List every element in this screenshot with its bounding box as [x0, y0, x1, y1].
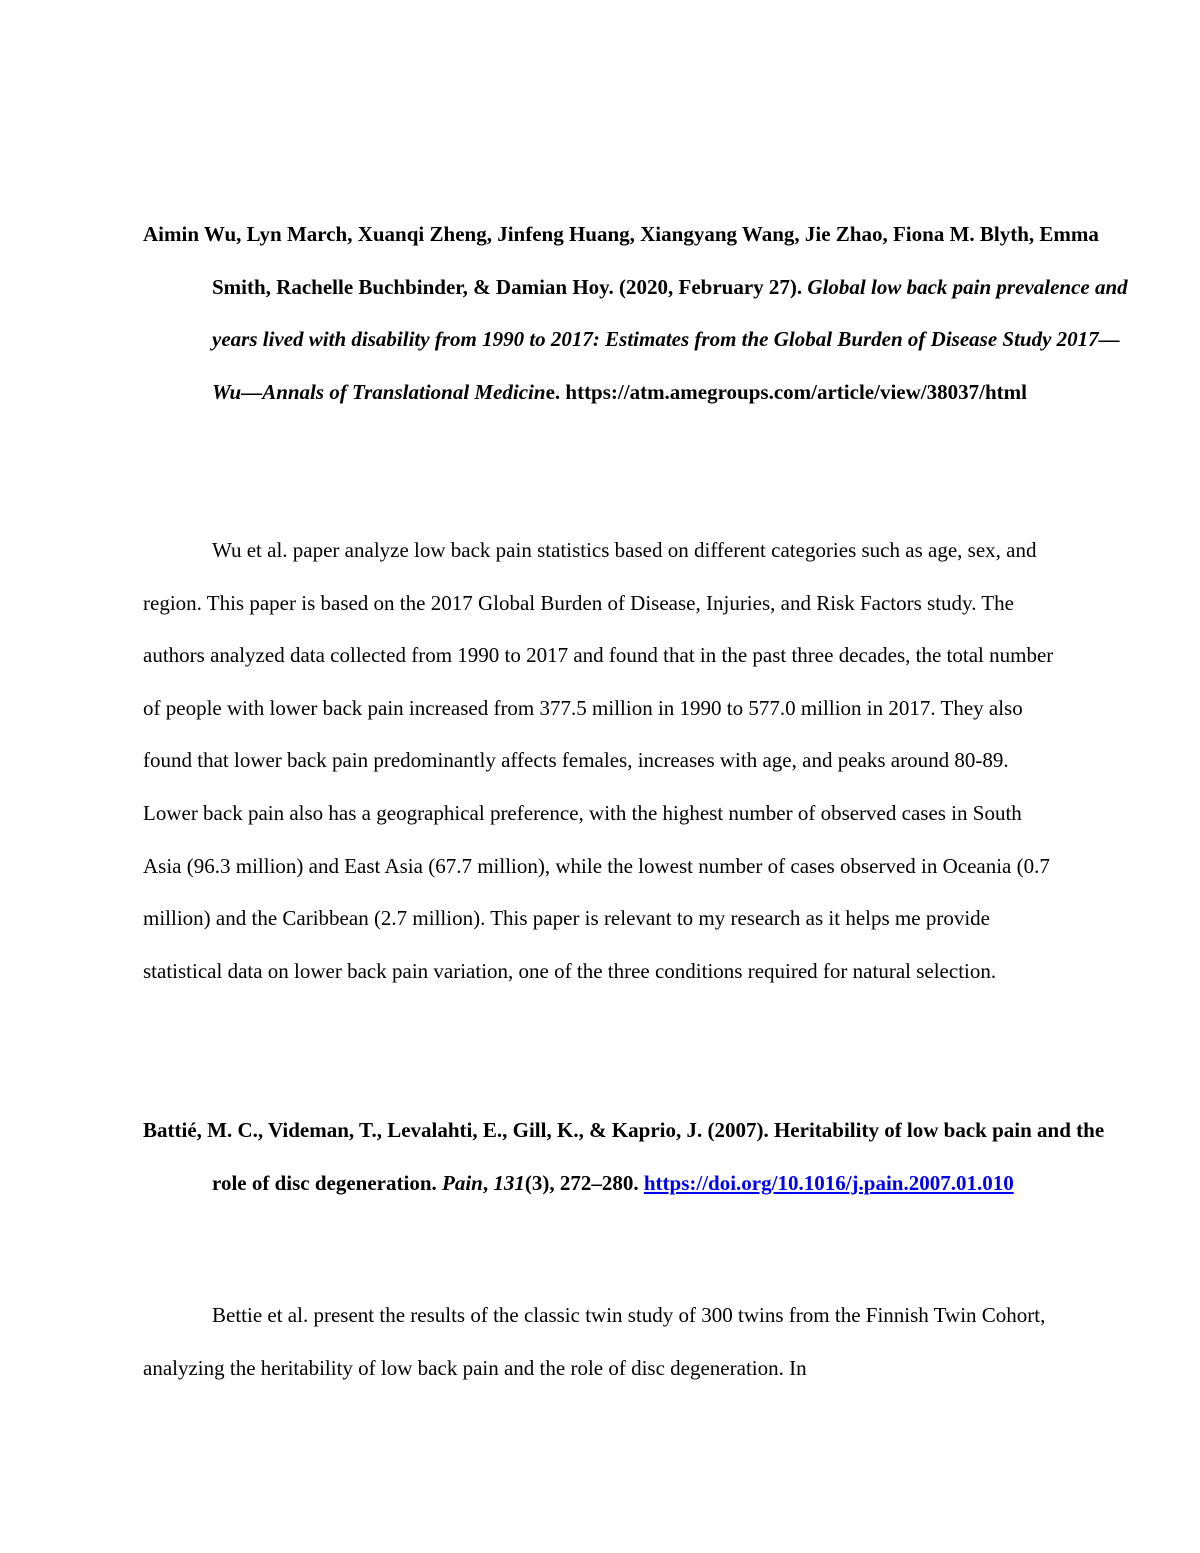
- reference-wu-2020: [143, 208, 1130, 418]
- reference-title: Global low back pain prevalence and years lived with disability from 1990 to 2017: Estimates from the Global Burden of Disease Study 2017—Wu—Annals of Translational Medicin: [212, 274, 1128, 404]
- reference-battie-2007: [143, 1104, 1130, 1209]
- reference-authors-date: Aimin Wu, Lyn March, Xuanqi Zheng, Jinfeng Huang, Xiangyang Wang, Jie Zhao, Fiona M. Blyth, Emma Smith, Rachelle Buchbinder, & Damian Hoy. (2020, February 27).: [143, 222, 1099, 299]
- reference-separator: ,: [482, 1170, 494, 1195]
- reference-volume: 131: [493, 1170, 525, 1195]
- annotation-paragraph-battie: Bettie et al. present the results of the classic twin study of 300 twins from the Finnish Twin Cohort, analyzing the heritability of low back pain and the role of disc degeneration. In: [143, 1303, 1046, 1380]
- reference-journal: Pain: [442, 1170, 483, 1195]
- reference-title-tail: e.: [545, 379, 566, 404]
- annotation-paragraph-wu: Wu et al. paper analyze low back pain statistics based on different categories such as age, sex, and region. This paper is based on the 2017 Global Burden of Disease, Injuries, and Risk Factors study. The authors analyzed data collected from 1990 to 2017 and found that in the past three decades, the total number of people with lower back pain increased from 377.5 million in 1990 to 577.0 million in 2017. They also found that lower back pain predominantly affects females, increases with age, and peaks around 80-89. Lower back pain also has a geographical preference, with the highest number of observed cases in South Asia (96.3 million) and East Asia (67.7 million), while the lowest number of cases observed in Oceania (0.7 million) and the Caribbean (2.7 million). This paper is relevant to my research as it helps me provide statistical data on lower back pain variation, one of the three conditions required for natural selection.: [143, 538, 1054, 983]
- reference-authors-date: Battié, M. C., Videman, T., Levalahti, E., Gill, K., & Kaprio, J. (2007). Heritability of low back pain and the role of disc degeneration.: [143, 1118, 1105, 1195]
- reference-url: https://atm.amegroups.com/article/view/38037/html: [565, 379, 1027, 404]
- doi-link[interactable]: https://doi.org/10.1016/j.pain.2007.01.010: [643, 1170, 1014, 1195]
- reference-issue-pages: (3), 272–280.: [524, 1170, 639, 1195]
